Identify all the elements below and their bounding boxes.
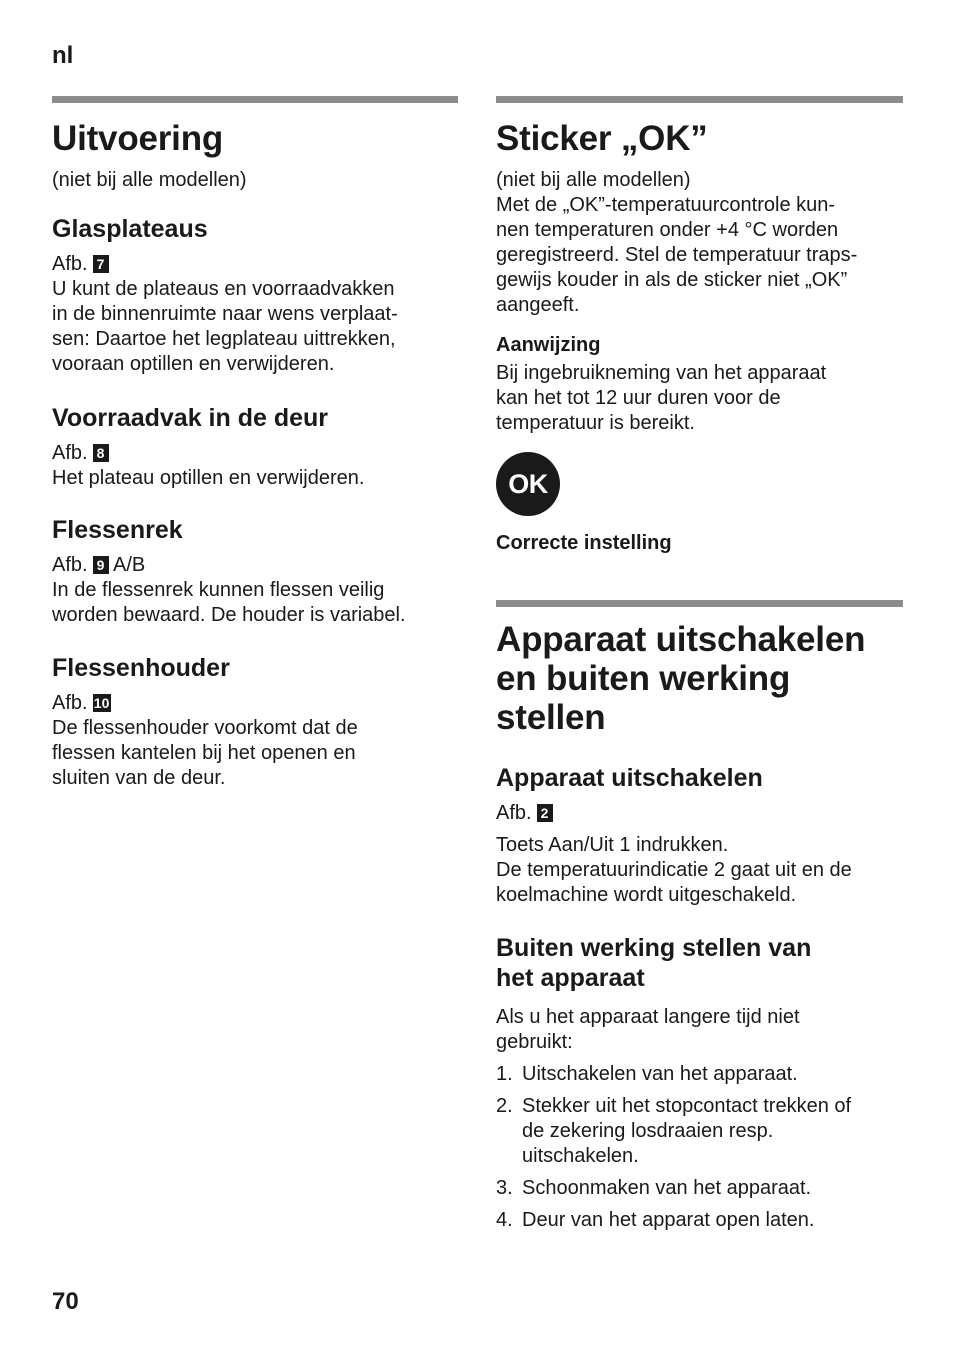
- list-item-text: uitschakelen.: [522, 1145, 639, 1167]
- ok-sticker-icon: [496, 452, 560, 516]
- list-item-number: 2.: [496, 1095, 513, 1117]
- list-item: [496, 1094, 903, 1169]
- heading-glasplateaus: Glasplateaus: [52, 215, 208, 243]
- body-line: Met de „OK”-temperatuurcontrole kun-: [496, 194, 836, 216]
- figure-ref: Afb. 7: [52, 252, 458, 277]
- list-item: [496, 1208, 903, 1233]
- figure-ref: Afb. 10: [52, 692, 110, 714]
- section-title-sticker-ok: Sticker „OK”: [496, 119, 708, 158]
- heading-buiten-werking: het apparaat: [496, 964, 645, 992]
- section-rule: [52, 96, 458, 103]
- list-item-text: de zekering losdraaien resp.: [522, 1120, 774, 1142]
- body-line: geregistreerd. Stel de temperatuur traps-: [496, 244, 858, 266]
- body-line: Toets Aan/Uit 1 indrukken.: [496, 834, 729, 856]
- section-rule: [496, 600, 903, 607]
- figure-ref: Afb. 2: [496, 801, 903, 826]
- figure-caption: Correcte instelling: [496, 532, 672, 554]
- section-subtitle: (niet bij alle modellen): [52, 169, 247, 191]
- body-line: sen: Daartoe het legplateau uittrekken,: [52, 328, 396, 350]
- list-item-text: Uitschakelen van het apparaat.: [522, 1063, 798, 1085]
- figure-number-badge: 8: [93, 444, 109, 462]
- figure-ref: Afb. 8: [52, 441, 458, 466]
- section-rule: [496, 96, 903, 103]
- body-line: gewijs kouder in als de sticker niet „OK”: [496, 269, 848, 291]
- heading-flessenrek: Flessenrek: [52, 516, 183, 544]
- figure-suffix: A/B: [113, 554, 146, 576]
- list-item: [496, 1062, 903, 1087]
- note-line: Bij ingebruikneming van het apparaat: [496, 362, 827, 384]
- right-column: [496, 96, 903, 1233]
- body-line: aangeeft.: [496, 294, 580, 316]
- body-line: worden bewaard. De houder is variabel.: [52, 604, 406, 626]
- heading-apparaat-uitschakelen: Apparaat uitschakelen: [496, 764, 763, 792]
- list-item: [496, 1176, 903, 1201]
- heading-voorraadvak: Voorraadvak in de deur: [52, 404, 329, 432]
- list-item-text: Schoonmaken van het apparaat.: [522, 1177, 812, 1199]
- body-line: koelmachine wordt uitgeschakeld.: [496, 884, 797, 906]
- body-line: U kunt de plateaus en voorraadvakken: [52, 278, 395, 300]
- list-item-text: Stekker uit het stopcontact trekken of: [522, 1095, 852, 1117]
- list-item-text: Deur van het apparat open laten.: [522, 1209, 815, 1231]
- language-code: nl: [52, 42, 74, 69]
- section-title-uitvoering: Uitvoering: [52, 119, 224, 158]
- figure-number-badge: 9: [93, 556, 109, 574]
- section-title-uitschakelen: en buiten werking: [496, 659, 791, 698]
- page-number: 70: [52, 1288, 79, 1315]
- list-item-number: 3.: [496, 1177, 513, 1199]
- list-item-number: 4.: [496, 1209, 513, 1231]
- note-line: kan het tot 12 uur duren voor de: [496, 387, 781, 409]
- body-line: Als u het apparaat langere tijd niet: [496, 1006, 800, 1028]
- ok-sticker-label: OK: [508, 468, 548, 499]
- body-line: Het plateau optillen en verwijderen.: [52, 467, 365, 489]
- section-title-uitschakelen: Apparaat uitschakelen: [496, 620, 866, 659]
- figure-ref: Afb. 9 A/B: [52, 554, 146, 576]
- body-line: In de flessenrek kunnen flessen veilig: [52, 579, 385, 601]
- figure-number-badge: 10: [93, 695, 110, 711]
- steps-list: [496, 1062, 903, 1233]
- body-line: in de binnenruimte naar wens verplaat-: [52, 303, 398, 325]
- left-column: [52, 96, 458, 791]
- body-line: De flessenhouder voorkomt dat de: [52, 717, 358, 739]
- body-line: De temperatuurindicatie 2 gaat uit en de: [496, 859, 852, 881]
- note-line: temperatuur is bereikt.: [496, 412, 695, 434]
- body-line: nen temperaturen onder +4 °C worden: [496, 219, 839, 241]
- body-line: flessen kantelen bij het openen en: [52, 742, 356, 764]
- heading-buiten-werking: Buiten werking stellen van: [496, 934, 812, 962]
- heading-flessenhouder: Flessenhouder: [52, 654, 230, 682]
- body-line: gebruikt:: [496, 1031, 573, 1053]
- section-title-uitschakelen: stellen: [496, 698, 606, 737]
- note-heading: Aanwijzing: [496, 334, 601, 356]
- section-subtitle: (niet bij alle modellen): [496, 169, 691, 191]
- list-item-number: 1.: [496, 1063, 513, 1085]
- body-line: sluiten van de deur.: [52, 767, 226, 789]
- body-line: vooraan optillen en verwijderen.: [52, 353, 335, 375]
- figure-number-badge: 7: [93, 255, 109, 273]
- figure-number-badge: 2: [537, 804, 553, 822]
